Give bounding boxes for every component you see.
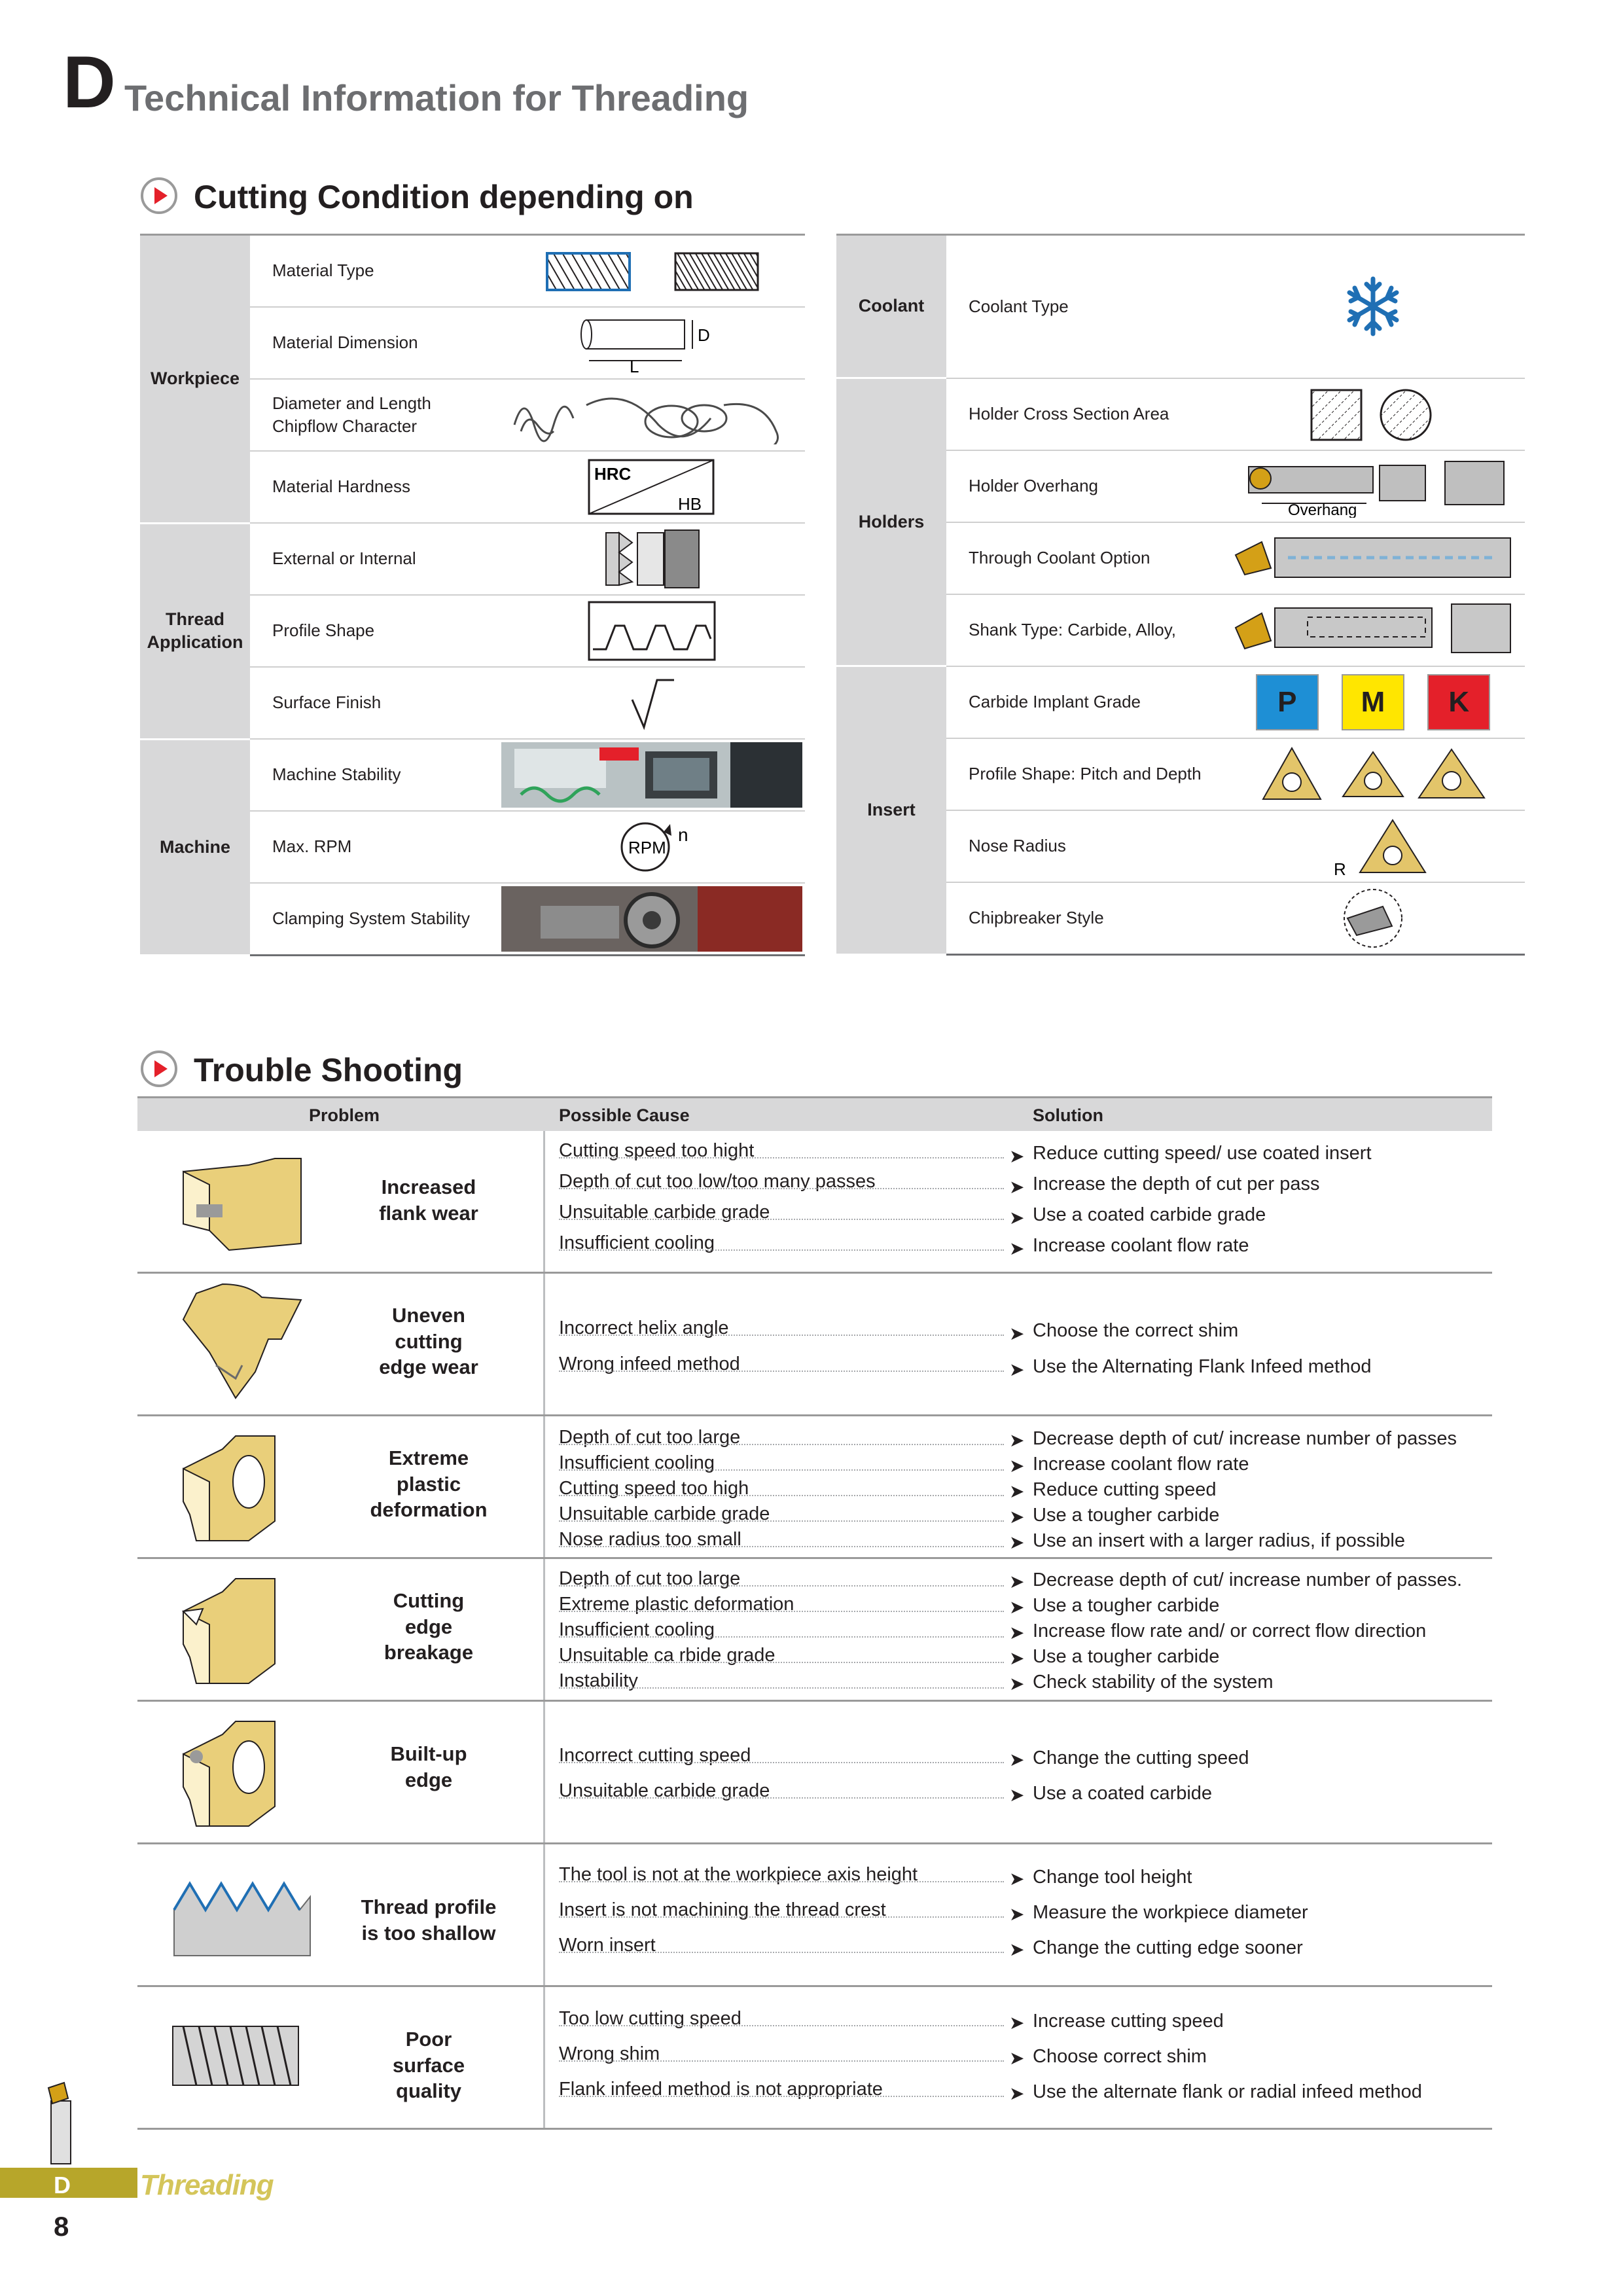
category-label: Coolant: [858, 296, 925, 316]
arrow-icon: ➤: [1009, 1359, 1025, 1380]
chipflow-illustration: [499, 379, 805, 451]
condition-label: Through Coolant Option: [969, 547, 1150, 567]
arrow-icon: ➤: [1009, 1749, 1025, 1770]
table-row: [137, 1416, 1492, 1559]
category-coolant: [836, 235, 946, 378]
condition-label: Clamping System Stability: [272, 908, 470, 929]
cause-text: Cutting speed too hight: [559, 1140, 755, 1161]
rpm-label: RPM: [628, 838, 666, 857]
overhang-label: Overhang: [1288, 501, 1357, 518]
condition-label: Coolant Type: [969, 296, 1069, 316]
clamping-system-photo: [499, 883, 805, 956]
arrow-icon: ➤: [1009, 1146, 1025, 1166]
category-thread-application: [140, 523, 250, 739]
solution-text: Increase coolant flow rate: [1033, 1454, 1249, 1475]
problem-label: Poor surface quality: [392, 2028, 465, 2103]
condition-label: Holder Cross Section Area: [969, 403, 1169, 423]
through-coolant-illustration: [1221, 522, 1525, 594]
cause-text: Unsuitable carbide grade: [559, 1780, 770, 1801]
thread-profile-illustration: [170, 1871, 314, 1962]
solution-text: Choose the correct shim: [1033, 1320, 1239, 1341]
cause-text: Cutting speed too high: [559, 1478, 749, 1499]
condition-label: Material Dimension: [272, 332, 418, 353]
grade-badge-k: K: [1427, 674, 1490, 730]
solution-text: Change tool height: [1033, 1867, 1192, 1888]
condition-label: Max. RPM: [272, 836, 352, 857]
grade-badge-m: M: [1342, 674, 1404, 730]
edge-breakage-illustration: [170, 1572, 301, 1690]
condition-label: Machine Stability: [272, 764, 401, 785]
holder-overhang-illustration: [1221, 450, 1525, 522]
cause-text: Unsuitable carbide grade: [559, 1503, 770, 1524]
solution-text: Use the Alternating Flank Infeed method: [1033, 1356, 1372, 1377]
arrow-icon: ➤: [1009, 1904, 1025, 1924]
arrow-icon: ➤: [1009, 1785, 1025, 1805]
arrow-icon: ➤: [1009, 1507, 1025, 1527]
solution-text: Use a coated carbide: [1033, 1783, 1213, 1804]
problem-label: Thread profile is too shallow: [361, 1895, 497, 1945]
table-row: [137, 1987, 1492, 2130]
cause-text: Depth of cut too large: [559, 1568, 741, 1589]
cause-text: Wrong infeed method: [559, 1354, 740, 1374]
cause-text: Depth of cut too large: [559, 1427, 741, 1448]
nose-radius-illustration: [1221, 810, 1525, 882]
category-label: Insert: [867, 800, 916, 820]
solution-text: Use a tougher carbide: [1033, 1595, 1220, 1616]
cause-text: Worn insert: [559, 1935, 656, 1956]
category-insert: [836, 666, 946, 955]
cause-text: Depth of cut too low/too many passes: [559, 1171, 876, 1192]
external-internal-illustration: [499, 523, 805, 595]
table-row: [137, 1844, 1492, 1987]
solution-text: Change the cutting speed: [1033, 1748, 1249, 1768]
uneven-wear-illustration: [170, 1280, 314, 1405]
rpm-icon: [499, 811, 805, 883]
condition-label: Material Hardness: [272, 476, 410, 497]
material-type-illustration: [499, 235, 805, 308]
solution-text: Reduce cutting speed/ use coated insert: [1033, 1143, 1372, 1164]
arrow-icon: ➤: [1009, 1208, 1025, 1228]
arrow-icon: ➤: [1009, 1481, 1025, 1501]
solution-text: Increase flow rate and/ or correct flow direction: [1033, 1621, 1427, 1641]
section-title-cutting: Cutting Condition depending on: [194, 179, 694, 215]
arrow-icon: ➤: [1009, 1456, 1025, 1476]
arrow-icon: ➤: [1009, 1939, 1025, 1960]
category-label: Thread Application: [147, 609, 243, 652]
dimension-d-label: D: [698, 325, 710, 345]
cause-text: Too low cutting speed: [559, 2008, 741, 2029]
cause-text: The tool is not at the workpiece axis height: [559, 1864, 918, 1885]
header-problem: Problem: [309, 1105, 380, 1125]
header-solution: Solution: [1033, 1105, 1103, 1125]
nose-radius-label: R: [1334, 859, 1346, 878]
header-cause: Possible Cause: [559, 1105, 690, 1125]
rpm-n-label: n: [678, 825, 688, 845]
carbide-grade-badges: [1221, 666, 1525, 738]
shank-type-illustration: [1221, 594, 1525, 666]
dimension-l-label: L: [630, 357, 639, 372]
plastic-deformation-illustration: [170, 1429, 301, 1547]
cause-text: Insufficient cooling: [559, 1452, 715, 1473]
built-up-edge-illustration: [170, 1715, 301, 1833]
arrow-icon: ➤: [1009, 1532, 1025, 1552]
problem-label: Increased flank wear: [379, 1175, 478, 1225]
page-title: Technical Information for Threading: [124, 77, 749, 118]
cause-text: Unsuitable carbide grade: [559, 1202, 770, 1223]
category-workpiece: [140, 235, 250, 524]
solution-text: Reduce cutting speed: [1033, 1479, 1217, 1500]
section-tab-label: Threading: [140, 2169, 274, 2201]
category-label: Workpiece: [150, 368, 240, 389]
snowflake-icon: [1221, 235, 1525, 378]
condition-label: Diameter and Length Chipflow Character: [272, 393, 431, 436]
cause-text: Instability: [559, 1670, 638, 1691]
section-play-icon: [140, 177, 178, 215]
arrow-icon: ➤: [1009, 1869, 1025, 1889]
category-label: Holders: [858, 511, 925, 531]
arrow-icon: ➤: [1009, 1571, 1025, 1592]
table-row: [137, 1131, 1492, 1274]
arrow-icon: ➤: [1009, 1430, 1025, 1450]
surface-quality-illustration: [170, 2013, 301, 2098]
solution-text: Change the cutting edge sooner: [1033, 1937, 1303, 1958]
arrow-icon: ➤: [1009, 1177, 1025, 1197]
chapter-letter: D: [63, 41, 113, 123]
solution-text: Check stability of the system: [1033, 1672, 1274, 1693]
cause-text: Insufficient cooling: [559, 1232, 715, 1253]
solution-text: Use a tougher carbide: [1033, 1505, 1220, 1526]
category-machine: [140, 739, 250, 956]
condition-label: Nose Radius: [969, 835, 1066, 855]
machine-stability-photo: [499, 739, 805, 811]
cutting-condition-left-table: [140, 234, 805, 956]
cause-text: Nose radius too small: [559, 1529, 741, 1550]
category-holders: [836, 378, 946, 666]
category-label: Machine: [159, 836, 231, 857]
table-row: [137, 1702, 1492, 1844]
surface-finish-icon: [499, 667, 805, 739]
arrow-icon: ➤: [1009, 1597, 1025, 1617]
solution-text: Use a tougher carbide: [1033, 1646, 1220, 1667]
cause-text: Extreme plastic deformation: [559, 1594, 794, 1615]
condition-label: Shank Type: Carbide, Alloy,: [969, 619, 1177, 639]
hardness-illustration: [499, 451, 805, 523]
condition-label: Profile Shape: [272, 620, 375, 641]
solution-text: Measure the workpiece diameter: [1033, 1902, 1308, 1923]
solution-text: Use a coated carbide grade: [1033, 1204, 1266, 1225]
solution-text: Increase coolant flow rate: [1033, 1235, 1249, 1256]
chipbreaker-illustration: [1221, 882, 1525, 955]
page-number: 8: [54, 2211, 69, 2242]
solution-text: Decrease depth of cut/ increase number of passes: [1033, 1428, 1457, 1449]
table-row: [137, 1274, 1492, 1416]
problem-label: Uneven cutting edge wear: [379, 1304, 478, 1379]
solution-text: Decrease depth of cut/ increase number of passes.: [1033, 1570, 1463, 1590]
condition-label: Chipbreaker Style: [969, 907, 1104, 927]
solution-text: Use an insert with a larger radius, if possible: [1033, 1530, 1405, 1551]
flank-wear-illustration: [170, 1145, 327, 1257]
cutting-condition-right-table: [836, 234, 1525, 956]
condition-label: Profile Shape: Pitch and Depth: [969, 763, 1202, 783]
profile-insert-illustration: [1221, 738, 1525, 810]
solution-text: Increase cutting speed: [1033, 2011, 1224, 2032]
table-row: [137, 1559, 1492, 1702]
condition-label: Carbide Implant Grade: [969, 691, 1141, 711]
condition-label: Surface Finish: [272, 692, 382, 713]
arrow-icon: ➤: [1009, 1623, 1025, 1643]
solution-text: Use the alternate flank or radial infeed method: [1033, 2081, 1422, 2102]
condition-label: Holder Overhang: [969, 475, 1098, 495]
arrow-icon: ➤: [1009, 1648, 1025, 1668]
condition-label: External or Internal: [272, 548, 416, 569]
section-tab-letter: D: [54, 2172, 71, 2198]
condition-label: Material Type: [250, 235, 499, 308]
cause-text: Flank infeed method is not appropriate: [559, 2079, 883, 2100]
holder-cross-section-illustration: [1221, 378, 1525, 450]
problem-label: Built-up edge: [390, 1742, 467, 1791]
cause-text: Insufficient cooling: [559, 1619, 715, 1640]
trouble-table-header: [137, 1096, 1492, 1131]
problem-label: Cutting edge breakage: [383, 1589, 474, 1664]
section-play-icon: [140, 1050, 178, 1088]
grade-badge-p: P: [1256, 674, 1319, 730]
arrow-icon: ➤: [1009, 2048, 1025, 2068]
problem-label: Extreme plastic deformation: [370, 1446, 488, 1522]
cause-text: Incorrect helix angle: [559, 1318, 729, 1338]
material-dimension-illustration: [499, 307, 805, 379]
hardness-hrc-label: HRC: [594, 464, 632, 484]
arrow-icon: ➤: [1009, 2083, 1025, 2104]
section-title-trouble: Trouble Shooting: [194, 1052, 463, 1088]
solution-text: Increase the depth of cut per pass: [1033, 1174, 1320, 1194]
arrow-icon: ➤: [1009, 2013, 1025, 2033]
arrow-icon: ➤: [1009, 1674, 1025, 1694]
arrow-icon: ➤: [1009, 1323, 1025, 1344]
cause-text: Insert is not machining the thread crest: [559, 1899, 886, 1920]
hardness-hb-label: HB: [678, 494, 702, 514]
cause-text: Unsuitable ca rbide grade: [559, 1645, 776, 1666]
profile-shape-illustration: [499, 595, 805, 667]
cause-text: Wrong shim: [559, 2043, 660, 2064]
threading-tool-icon: [42, 2081, 81, 2166]
arrow-icon: ➤: [1009, 1238, 1025, 1259]
cause-text: Incorrect cutting speed: [559, 1745, 751, 1766]
solution-text: Choose correct shim: [1033, 2046, 1207, 2067]
